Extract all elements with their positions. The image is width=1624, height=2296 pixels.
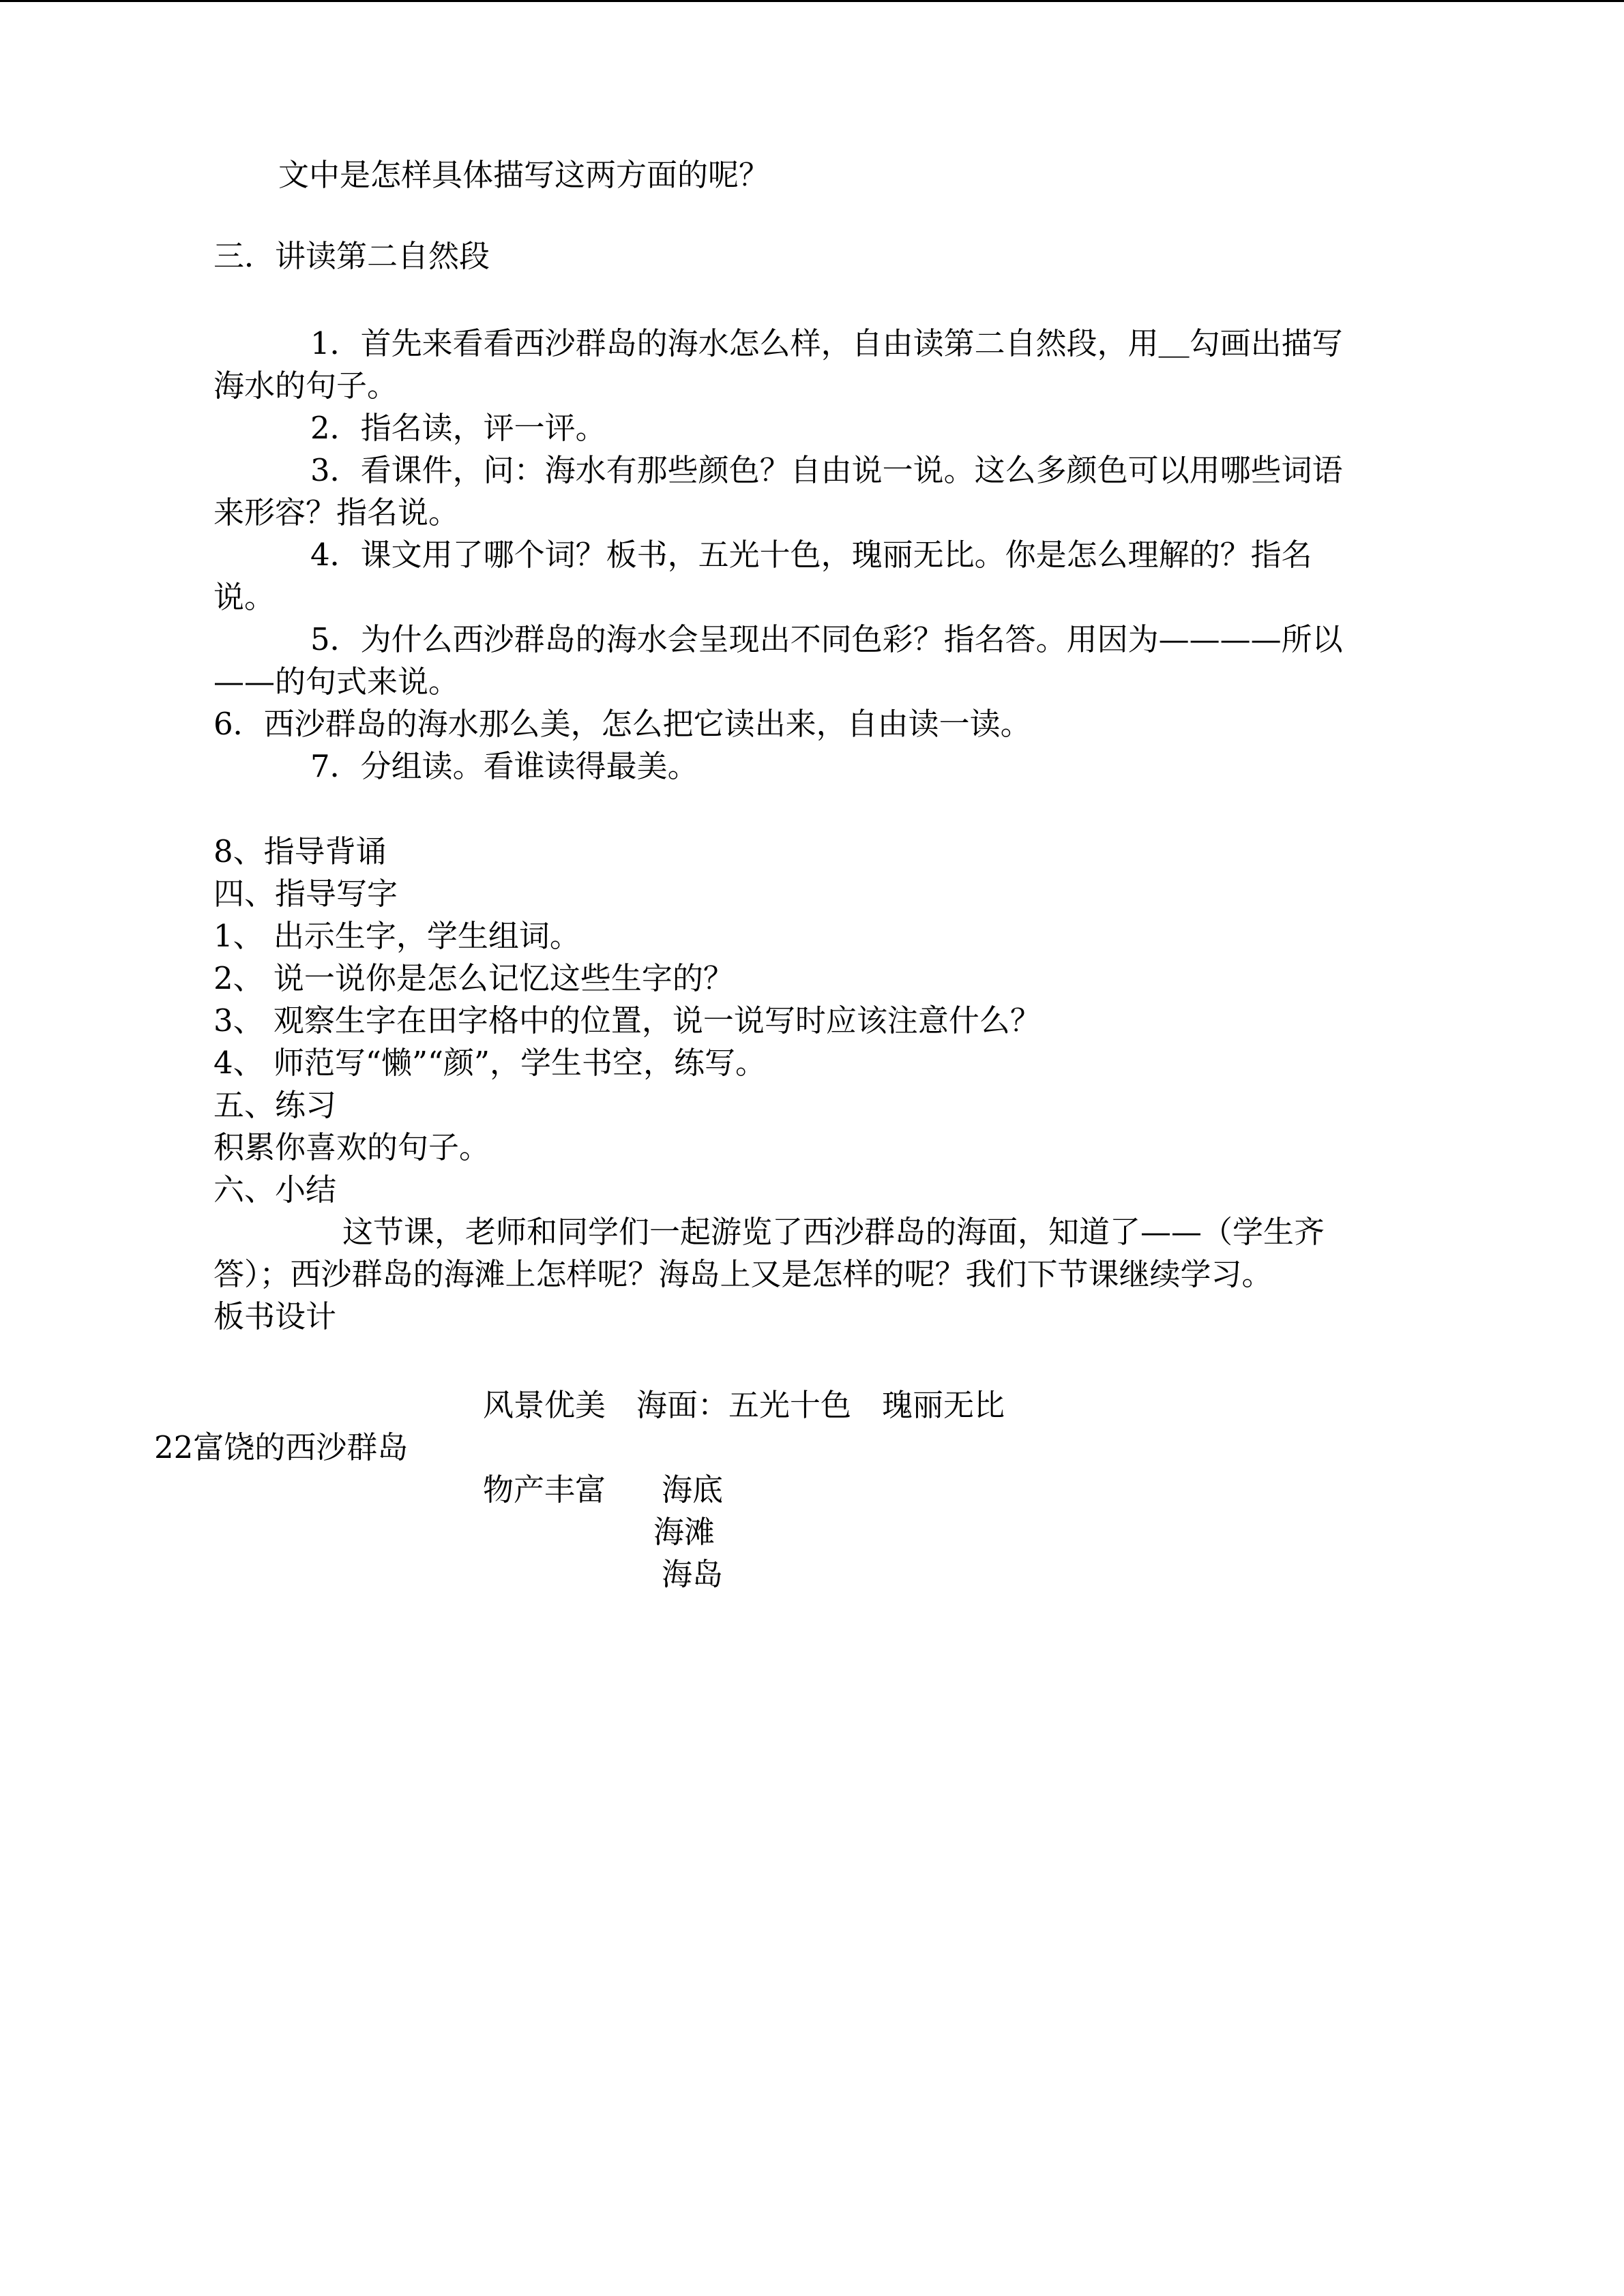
- section-four-heading: 四、指导写字: [213, 876, 398, 912]
- step-2: 2．指名读，评一评。: [310, 410, 606, 446]
- board-item-beach: 海滩: [653, 1514, 715, 1550]
- board-item-island: 海岛: [662, 1556, 724, 1592]
- step-3-line-2: 来形容？指名说。: [213, 494, 460, 531]
- step-4-line-1: 4．课文用了哪个词？板书，五光十色，瑰丽无比。你是怎么理解的？指名: [310, 537, 1312, 573]
- step-3-line-1: 3．看课件，问：海水有那些颜色？自由说一说。这么多颜色可以用哪些词语: [310, 452, 1343, 488]
- step-5-line-1: 5．为什么西沙群岛的海水会呈现出不同色彩？指名答。用因为————所以: [310, 621, 1343, 657]
- section-three-heading: 三．讲读第二自然段: [213, 238, 490, 274]
- board-title: 22富饶的西沙群岛: [154, 1429, 409, 1465]
- step-7: 7．分组读。看谁读得最美。: [310, 748, 698, 784]
- board-row-products: 物产丰富: [483, 1472, 606, 1508]
- step-6: 6．西沙群岛的海水那么美，怎么把它读出来，自由读一读。: [213, 706, 1031, 742]
- writing-item-4: 4、 师范写“懒”“颜”，学生书空，练写。: [213, 1045, 766, 1081]
- writing-item-2: 2、 说一说你是怎么记忆这些生字的？: [213, 960, 734, 996]
- writing-item-1: 1、 出示生字，学生组词。: [213, 918, 580, 954]
- step-1-line-1: 1．首先来看看西沙群岛的海水怎么样，自由读第二自然段，用＿勾画出描写: [310, 325, 1343, 361]
- writing-item-3: 3、 观察生字在田字格中的位置，说一说写时应该注意什么？: [213, 1002, 1041, 1039]
- step-1-line-2: 海水的句子。: [213, 368, 398, 404]
- step-4-line-2: 说。: [213, 579, 276, 615]
- step-5-line-2: ——的句式来说。: [213, 664, 460, 700]
- section-five-heading: 五、练习: [213, 1087, 337, 1123]
- summary-line-1: 这节课，老师和同学们一起游览了西沙群岛的海面，知道了——（学生齐: [342, 1214, 1325, 1250]
- board-design-heading: 板书设计: [213, 1298, 337, 1335]
- page-top-border: [0, 0, 1624, 2]
- summary-line-2: 答）；西沙群岛的海滩上怎样呢？海岛上又是怎样的呢？我们下节课继续学习。: [213, 1256, 1273, 1292]
- section-six-heading: 六、小结: [213, 1172, 337, 1208]
- step-8: 8、指导背诵: [213, 833, 387, 869]
- board-row-scenery: 风景优美 海面：五光十色 瑰丽无比: [483, 1387, 1005, 1423]
- board-item-seabed: 海底: [662, 1472, 724, 1508]
- practice-text: 积累你喜欢的句子。: [213, 1129, 490, 1165]
- intro-question: 文中是怎样具体描写这两方面的呢？: [278, 157, 770, 193]
